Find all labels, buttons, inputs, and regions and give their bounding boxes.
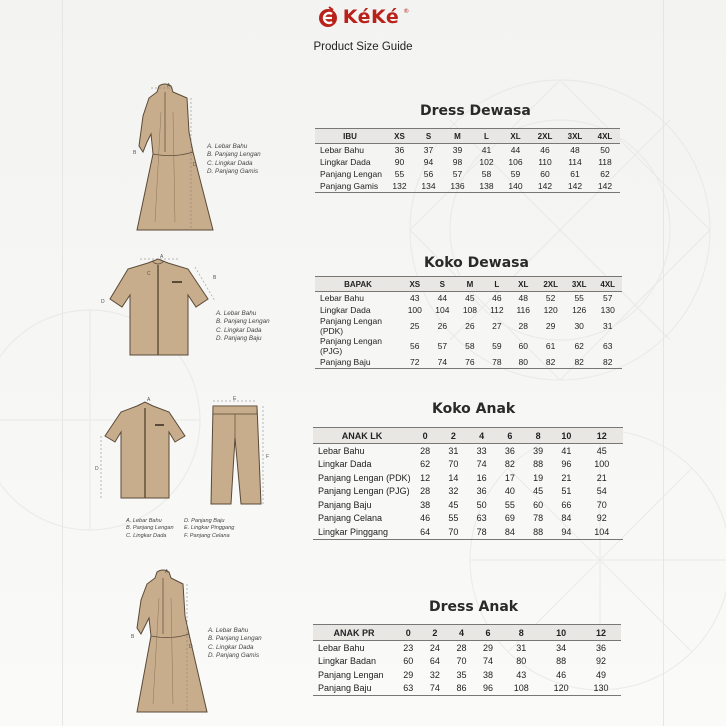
frame-line-left [62, 0, 63, 726]
table-cell: 130 [600, 305, 615, 315]
svg-text:A: A [147, 397, 151, 403]
dress-anak-legend [208, 627, 262, 661]
col-header: XL [501, 129, 530, 144]
table-cell: 63 [395, 682, 422, 696]
table-cell: 60 [533, 499, 544, 510]
table-cell: 56 [410, 341, 420, 351]
dress-anak-illustration [125, 568, 210, 718]
svg-text:A: A [160, 254, 164, 260]
col-header: 2XL [530, 129, 560, 144]
table-cell: 88 [533, 459, 544, 470]
table-cell: 136 [443, 180, 472, 193]
col-header: 8 [524, 428, 552, 444]
table-cell: 108 [462, 305, 477, 315]
legend-item: B. Panjang Lengan [207, 151, 261, 159]
table-cell: 24 [429, 642, 440, 653]
table-cell: 41 [561, 445, 572, 456]
table-cell: 31 [448, 445, 459, 456]
row-label: Panjang Baju [313, 682, 395, 696]
row-label: Lingkar Badan [318, 656, 377, 667]
col-header: M [443, 129, 472, 144]
table-cell: 100 [407, 305, 422, 315]
table-cell: 36 [476, 486, 487, 497]
table-cell: 142 [530, 180, 560, 193]
page-subtitle: Product Size Guide [313, 41, 413, 53]
legend-item: F. Panjang Celana [184, 532, 230, 539]
table-cell: 55 [504, 499, 515, 510]
table-cell: 14 [448, 472, 459, 483]
table-cell: 63 [476, 513, 487, 524]
table-cell: 134 [414, 180, 443, 193]
table-cell: 61 [570, 169, 580, 179]
table-row [313, 458, 623, 472]
table-cell: 60 [403, 656, 414, 667]
col-header: 4 [468, 428, 496, 444]
legend-item: D. Panjang Baju [216, 335, 262, 343]
table-cell: 27 [492, 321, 502, 331]
col-header: 12 [581, 625, 621, 641]
table-cell: 82 [504, 459, 515, 470]
col-header: IBU [315, 129, 385, 144]
svg-text:A: A [167, 83, 171, 89]
koko-dewasa-illustration [100, 255, 225, 360]
table-cell: 54 [596, 486, 607, 497]
legend-item: D. Panjang Gamis [208, 652, 260, 660]
table-cell: 94 [423, 157, 434, 167]
koko-dewasa-table [315, 276, 622, 369]
table-cell: 37 [423, 145, 434, 155]
table-cell: 142 [560, 180, 590, 193]
table-row [313, 471, 623, 485]
table-cell: 28 [420, 486, 431, 497]
svg-text:A: A [165, 569, 169, 575]
table-row [315, 336, 622, 356]
table-cell: 56 [423, 169, 434, 179]
table-cell: 74 [429, 356, 457, 369]
table-cell: 61 [545, 341, 556, 351]
legend-item: B. Panjang Lengan [216, 318, 270, 326]
row-label: Lebar Bahu [318, 642, 365, 653]
table-cell: 30 [574, 321, 584, 331]
frame-line-right [663, 0, 664, 726]
section-title-koko-anak: Koko Anak [432, 401, 516, 417]
table-row [313, 498, 623, 512]
row-label: Lebar Bahu [320, 145, 364, 155]
table-cell: 48 [518, 293, 528, 303]
row-label: Panjang Lengan (PDK) [320, 316, 382, 336]
table-row [315, 156, 620, 168]
section-title-dress-dewasa: Dress Dewasa [420, 103, 531, 119]
row-label: Panjang Gamis [315, 180, 385, 193]
table-cell: 80 [516, 656, 527, 667]
table-cell: 62 [574, 341, 584, 351]
row-label: Lebar Bahu [318, 445, 365, 456]
keke-logo-icon [317, 6, 339, 28]
table-row [315, 180, 620, 193]
koko-dewasa-legend [216, 310, 270, 344]
table-cell: 64 [411, 525, 439, 539]
row-label: Panjang Lengan [318, 669, 384, 680]
table-row [315, 356, 622, 369]
legend-item: A. Lebar Bahu [216, 310, 257, 317]
registered-mark: ® [403, 8, 410, 15]
col-header: 8 [501, 625, 541, 641]
table-cell: 19 [533, 472, 544, 483]
col-header: L [484, 277, 510, 292]
table-cell: 69 [504, 513, 515, 524]
row-label: Lingkar Dada [320, 157, 371, 167]
table-cell: 72 [401, 356, 429, 369]
table-cell: 57 [437, 341, 448, 351]
row-label: Lingkar Pinggang [313, 525, 411, 539]
col-header: M [456, 277, 484, 292]
table-cell: 116 [516, 305, 530, 315]
table-cell: 130 [581, 682, 621, 696]
dress-dewasa-table [315, 128, 620, 193]
legend-item: C. Lingkar Dada [207, 159, 253, 167]
table-row [313, 668, 621, 682]
table-cell: 112 [490, 305, 504, 315]
table-row [313, 682, 621, 696]
col-header: 10 [541, 625, 581, 641]
table-cell: 57 [452, 169, 463, 179]
table-cell: 32 [448, 486, 459, 497]
table-cell: 114 [568, 157, 582, 167]
col-header: L [472, 129, 501, 144]
col-header: 0 [395, 625, 422, 641]
table-cell: 29 [403, 669, 414, 680]
table-cell: 94 [552, 525, 580, 539]
legend-item: E. Lingkar Pinggang [184, 525, 235, 532]
table-cell: 126 [572, 305, 587, 315]
table-cell: 70 [439, 525, 467, 539]
svg-text:D: D [193, 162, 197, 168]
table-cell: 70 [448, 459, 459, 470]
table-cell: 46 [420, 513, 431, 524]
brand-header [0, 6, 726, 32]
table-cell: 38 [483, 669, 494, 680]
table-cell: 38 [420, 499, 431, 510]
table-cell: 46 [492, 293, 502, 303]
table-cell: 28 [456, 642, 467, 653]
col-header: 2 [439, 428, 467, 444]
dress-anak-table [313, 624, 621, 696]
table-cell: 92 [596, 513, 607, 524]
table-cell: 96 [475, 682, 502, 696]
section-title-koko-dewasa: Koko Dewasa [424, 255, 529, 271]
koko-anak-pants-illustration [205, 398, 275, 510]
col-header: 12 [581, 428, 624, 444]
table-cell: 43 [410, 293, 420, 303]
table-cell: 32 [429, 669, 440, 680]
col-header: BAPAK [315, 277, 401, 292]
svg-text:E: E [233, 396, 237, 402]
table-row [313, 655, 621, 669]
table-cell: 46 [540, 145, 550, 155]
table-cell: 36 [596, 642, 607, 653]
table-cell: 21 [561, 472, 572, 483]
table-cell: 44 [437, 293, 448, 303]
table-cell: 29 [483, 642, 494, 653]
table-cell: 12 [420, 472, 431, 483]
koko-anak-legend-right [184, 518, 234, 540]
col-header: XS [401, 277, 429, 292]
table-cell: 100 [594, 459, 610, 470]
table-cell: 50 [600, 145, 610, 155]
table-cell: 82 [593, 356, 622, 369]
table-cell: 74 [483, 656, 494, 667]
col-header: 2XL [536, 277, 565, 292]
table-row [313, 485, 623, 499]
table-cell: 23 [403, 642, 414, 653]
table-cell: 102 [479, 157, 494, 167]
dress-dewasa-legend [207, 143, 261, 177]
svg-text:D: D [101, 299, 105, 305]
legend-item: C. Lingkar Dada [126, 532, 167, 539]
table-cell: 36 [504, 445, 515, 456]
table-cell: 110 [538, 157, 552, 167]
table-row [315, 168, 620, 180]
table-cell: 36 [394, 145, 405, 155]
row-label: Lebar Bahu [320, 293, 364, 303]
row-label: Panjang Lengan (PJG) [318, 486, 410, 497]
table-cell: 55 [448, 513, 459, 524]
table-cell: 60 [540, 169, 550, 179]
table-cell: 35 [456, 669, 467, 680]
table-cell: 104 [581, 525, 624, 539]
table-cell: 118 [598, 157, 612, 167]
col-header: 4XL [593, 277, 622, 292]
table-cell: 55 [394, 169, 405, 179]
table-cell: 96 [561, 459, 572, 470]
table-cell: 25 [410, 321, 420, 331]
col-header: XS [385, 129, 414, 144]
legend-item: D. Panjang Baju [184, 518, 225, 524]
table-cell: 33 [476, 445, 487, 456]
col-header: ANAK PR [313, 625, 395, 641]
table-cell: 70 [456, 656, 467, 667]
table-cell: 78 [533, 513, 544, 524]
col-header: 4 [448, 625, 475, 641]
table-cell: 48 [570, 145, 580, 155]
table-cell: 74 [422, 682, 449, 696]
table-cell: 40 [504, 486, 515, 497]
col-header: S [429, 277, 457, 292]
table-cell: 31 [602, 321, 613, 331]
table-cell: 45 [465, 293, 475, 303]
table-cell: 80 [510, 356, 536, 369]
table-cell: 26 [465, 321, 475, 331]
table-cell: 60 [518, 341, 528, 351]
table-cell: 17 [504, 472, 515, 483]
legend-item: D. Panjang Gamis [207, 168, 259, 176]
table-cell: 82 [565, 356, 594, 369]
section-title-dress-anak: Dress Anak [429, 599, 519, 615]
col-header: 6 [496, 428, 524, 444]
table-cell: 31 [516, 642, 527, 653]
svg-text:D: D [189, 644, 193, 650]
table-cell: 49 [596, 669, 607, 680]
table-cell: 59 [510, 169, 521, 179]
table-row [313, 525, 623, 539]
table-row [315, 304, 622, 316]
table-cell: 55 [574, 293, 584, 303]
koko-anak-shirt-illustration [95, 398, 190, 503]
table-cell: 58 [465, 341, 475, 351]
brand-logo [317, 6, 410, 28]
table-cell: 45 [448, 499, 459, 510]
col-header: 3XL [565, 277, 594, 292]
table-row [313, 641, 621, 655]
col-header: 6 [475, 625, 502, 641]
koko-anak-legend-left [126, 518, 174, 540]
table-cell: 52 [545, 293, 556, 303]
table-cell: 76 [456, 356, 484, 369]
table-cell: 74 [476, 459, 487, 470]
col-header: XL [510, 277, 536, 292]
table-row [315, 292, 622, 305]
row-label: Panjang Baju [315, 356, 401, 369]
legend-item: A. Lebar Bahu [126, 518, 162, 524]
legend-item: A. Lebar Bahu [208, 627, 249, 634]
legend-item: B. Panjang Lengan [208, 635, 262, 643]
table-cell: 58 [481, 169, 492, 179]
col-header: 2 [422, 625, 449, 641]
table-cell: 45 [533, 486, 544, 497]
svg-text:D: D [95, 466, 99, 472]
table-cell: 82 [536, 356, 565, 369]
table-cell: 98 [452, 157, 463, 167]
table-row [315, 144, 620, 157]
brand-name: KéKé [342, 6, 400, 28]
table-cell: 88 [556, 656, 567, 667]
svg-text:B: B [131, 634, 135, 640]
row-label: Panjang Lengan [320, 169, 382, 179]
table-cell: 45 [596, 445, 607, 456]
table-cell: 44 [510, 145, 521, 155]
table-cell: 88 [524, 525, 552, 539]
table-cell: 120 [541, 682, 581, 696]
table-cell: 57 [602, 293, 613, 303]
table-cell: 84 [561, 513, 572, 524]
col-header: S [414, 129, 443, 144]
table-cell: 28 [420, 445, 431, 456]
table-cell: 16 [476, 472, 487, 483]
table-cell: 21 [596, 472, 607, 483]
legend-item: B. Panjang Lengan [126, 525, 174, 532]
svg-text:B: B [133, 150, 137, 156]
dress-dewasa-illustration [125, 82, 215, 237]
legend-item: C. Lingkar Dada [216, 326, 262, 334]
table-cell: 41 [481, 145, 492, 155]
legend-item: A. Lebar Bahu [207, 143, 248, 150]
svg-text:F: F [266, 454, 270, 460]
row-label: Panjang Baju [318, 499, 372, 510]
table-cell: 62 [600, 169, 610, 179]
row-label: Panjang Lengan (PDK) [318, 472, 411, 483]
table-cell: 46 [556, 669, 567, 680]
table-cell: 34 [556, 642, 567, 653]
table-cell: 108 [501, 682, 541, 696]
table-row [313, 444, 623, 458]
table-cell: 142 [590, 180, 620, 193]
table-cell: 29 [545, 321, 556, 331]
legend-item: C. Lingkar Dada [208, 643, 254, 651]
table-cell: 104 [435, 305, 450, 315]
row-label: Panjang Lengan (PJG) [320, 336, 382, 356]
col-header: ANAK LK [313, 428, 411, 444]
svg-text:C: C [147, 271, 151, 277]
table-cell: 90 [394, 157, 405, 167]
row-label: Panjang Celana [318, 513, 383, 524]
table-row [315, 316, 622, 336]
svg-text:B: B [213, 275, 217, 281]
table-cell: 84 [496, 525, 524, 539]
table-cell: 120 [543, 305, 558, 315]
table-cell: 43 [516, 669, 527, 680]
table-cell: 106 [508, 157, 523, 167]
row-label: Lingkar Dada [318, 459, 372, 470]
table-cell: 63 [602, 341, 613, 351]
table-cell: 28 [518, 321, 528, 331]
table-cell: 59 [492, 341, 502, 351]
table-cell: 64 [429, 656, 440, 667]
table-cell: 78 [484, 356, 510, 369]
table-cell: 70 [596, 499, 607, 510]
table-cell: 39 [452, 145, 463, 155]
table-cell: 51 [561, 486, 572, 497]
table-cell: 86 [448, 682, 475, 696]
table-cell: 140 [501, 180, 530, 193]
row-label: Lingkar Dada [320, 305, 371, 315]
table-cell: 26 [437, 321, 448, 331]
table-cell: 62 [420, 459, 431, 470]
table-cell: 66 [561, 499, 572, 510]
col-header: 4XL [590, 129, 620, 144]
koko-anak-table [313, 427, 623, 540]
table-cell: 78 [468, 525, 496, 539]
col-header: 3XL [560, 129, 590, 144]
table-cell: 92 [596, 656, 607, 667]
table-cell: 138 [472, 180, 501, 193]
col-header: 0 [411, 428, 439, 444]
table-row [313, 512, 623, 526]
table-cell: 50 [476, 499, 487, 510]
table-cell: 39 [533, 445, 544, 456]
table-cell: 132 [385, 180, 414, 193]
col-header: 10 [552, 428, 580, 444]
